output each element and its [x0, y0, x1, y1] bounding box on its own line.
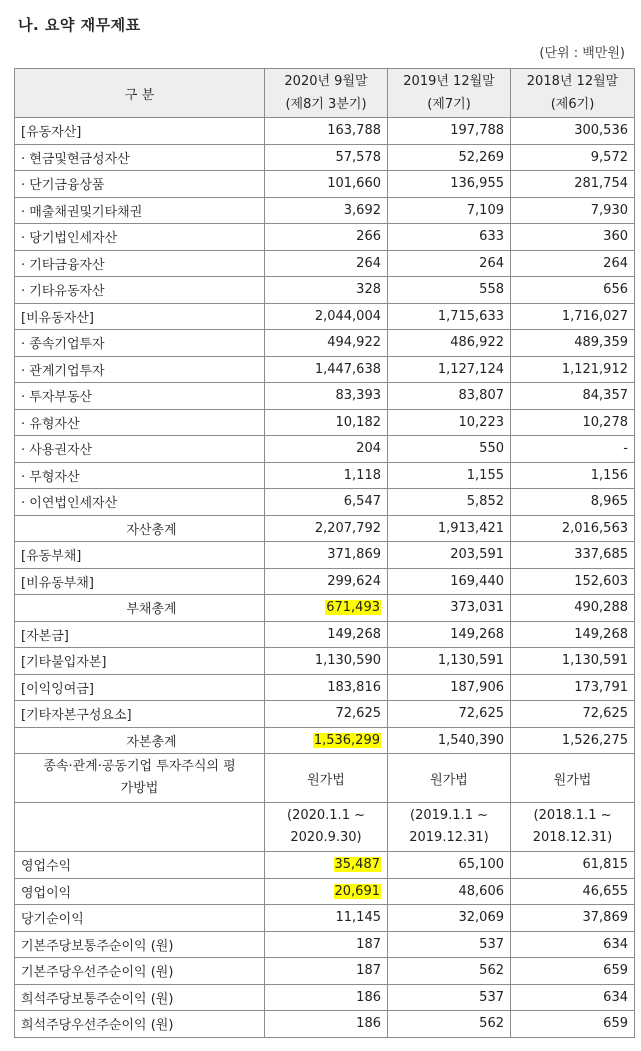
- table-row: [15, 409, 635, 436]
- row-value: 300,536: [511, 118, 635, 145]
- row-value: 1,121,912: [511, 356, 635, 383]
- row-value: 187,906: [388, 674, 511, 701]
- row-label: 희석주당보통주순이익 (원): [15, 984, 265, 1011]
- row-value: 3,692: [265, 197, 388, 224]
- row-value: 9,572: [511, 144, 635, 171]
- row-value: 633: [388, 224, 511, 251]
- row-value: 187: [265, 931, 388, 958]
- header-col: 2020년 9월말 (제8기 3분기): [265, 69, 388, 118]
- row-label: 희석주당우선주순이익 (원): [15, 1011, 265, 1038]
- row-value: 32,069: [388, 905, 511, 932]
- row-value: 1,540,390: [388, 727, 511, 754]
- row-label: 부채총계: [15, 595, 265, 622]
- row-value: 264: [388, 250, 511, 277]
- period-row: [15, 803, 635, 852]
- row-label: · 투자부동산: [15, 383, 265, 410]
- table-row: [15, 436, 635, 463]
- table-row: [15, 515, 635, 542]
- table-row: [15, 383, 635, 410]
- row-value: 152,603: [511, 568, 635, 595]
- row-value: 72,625: [388, 701, 511, 728]
- row-value: 197,788: [388, 118, 511, 145]
- row-value: 203,591: [388, 542, 511, 569]
- row-value: 494,922: [265, 330, 388, 357]
- period-value: (2019.1.1 ~ 2019.12.31): [388, 803, 511, 852]
- row-value: 7,930: [511, 197, 635, 224]
- row-value: 83,807: [388, 383, 511, 410]
- table-row: [15, 595, 635, 622]
- row-value: 486,922: [388, 330, 511, 357]
- row-value: 72,625: [511, 701, 635, 728]
- row-label: · 관계기업투자: [15, 356, 265, 383]
- row-value: 550: [388, 436, 511, 463]
- row-label: · 기타유동자산: [15, 277, 265, 304]
- row-value: 264: [265, 250, 388, 277]
- table-row: [15, 727, 635, 754]
- row-label: · 유형자산: [15, 409, 265, 436]
- row-label: · 당기법인세자산: [15, 224, 265, 251]
- method-row: [15, 754, 635, 803]
- row-value: 6,547: [265, 489, 388, 516]
- row-value: 562: [388, 958, 511, 985]
- row-value: 149,268: [265, 621, 388, 648]
- period-value: (2018.1.1 ~ 2018.12.31): [511, 803, 635, 852]
- row-value: 149,268: [388, 621, 511, 648]
- method-value: 원가법: [265, 754, 388, 803]
- row-label: 영업수익: [15, 852, 265, 879]
- table-row: [15, 701, 635, 728]
- row-label: [유동부채]: [15, 542, 265, 569]
- table-row: [15, 118, 635, 145]
- table-row: [15, 197, 635, 224]
- row-value: 2,016,563: [511, 515, 635, 542]
- row-value: 149,268: [511, 621, 635, 648]
- row-value: 10,223: [388, 409, 511, 436]
- row-value: 169,440: [388, 568, 511, 595]
- row-value: 173,791: [511, 674, 635, 701]
- table-row: [15, 984, 635, 1011]
- header-col: 2018년 12월말 (제6기): [511, 69, 635, 118]
- table-row: [15, 171, 635, 198]
- row-label: 자본총계: [15, 727, 265, 754]
- row-value: 558: [388, 277, 511, 304]
- row-value: 183,816: [265, 674, 388, 701]
- row-label: 영업이익: [15, 878, 265, 905]
- row-label: [기타자본구성요소]: [15, 701, 265, 728]
- table-header-row: [15, 69, 635, 118]
- table-row: [15, 931, 635, 958]
- table-row: [15, 905, 635, 932]
- row-label: · 이연법인세자산: [15, 489, 265, 516]
- table-row: [15, 674, 635, 701]
- row-value: 1,118: [265, 462, 388, 489]
- highlighted-value: 20,691: [334, 883, 380, 899]
- table-row: [15, 356, 635, 383]
- row-value: 8,965: [511, 489, 635, 516]
- row-value: 659: [511, 958, 635, 985]
- row-value: 266: [265, 224, 388, 251]
- row-value: 360: [511, 224, 635, 251]
- row-value: 634: [511, 931, 635, 958]
- row-value: 37,869: [511, 905, 635, 932]
- row-value: 187: [265, 958, 388, 985]
- row-value: 46,655: [511, 878, 635, 905]
- row-value: 562: [388, 1011, 511, 1038]
- row-label: 자산총계: [15, 515, 265, 542]
- row-value: 186: [265, 984, 388, 1011]
- row-value: 2,207,792: [265, 515, 388, 542]
- row-label: · 종속기업투자: [15, 330, 265, 357]
- row-value: 489,359: [511, 330, 635, 357]
- row-label: · 현금및현금성자산: [15, 144, 265, 171]
- row-value: 1,127,124: [388, 356, 511, 383]
- period-label-empty: [15, 803, 265, 852]
- table-row: [15, 250, 635, 277]
- row-value: 373,031: [388, 595, 511, 622]
- row-label: [기타불입자본]: [15, 648, 265, 675]
- row-label: 당기순이익: [15, 905, 265, 932]
- row-value: 1,130,591: [511, 648, 635, 675]
- row-value: 1,156: [511, 462, 635, 489]
- row-label: [비유동부채]: [15, 568, 265, 595]
- table-row: [15, 1011, 635, 1038]
- table-row: [15, 303, 635, 330]
- row-value: 299,624: [265, 568, 388, 595]
- row-value: 136,955: [388, 171, 511, 198]
- row-label: · 기타금융자산: [15, 250, 265, 277]
- row-value: 537: [388, 984, 511, 1011]
- table-row: [15, 568, 635, 595]
- table-row: [15, 542, 635, 569]
- financial-summary-table: [14, 68, 635, 1038]
- row-value: 264: [511, 250, 635, 277]
- row-value: 48,606: [388, 878, 511, 905]
- row-value: [265, 727, 388, 754]
- table-row: [15, 144, 635, 171]
- row-value: 1,913,421: [388, 515, 511, 542]
- row-label: · 사용권자산: [15, 436, 265, 463]
- row-value: 83,393: [265, 383, 388, 410]
- table-row: [15, 462, 635, 489]
- row-label: [비유동자산]: [15, 303, 265, 330]
- row-value: 537: [388, 931, 511, 958]
- row-value: 328: [265, 277, 388, 304]
- table-row: [15, 330, 635, 357]
- unit-label: (단위 : 백만원): [539, 46, 625, 61]
- method-value: 원가법: [388, 754, 511, 803]
- row-value: 84,357: [511, 383, 635, 410]
- highlighted-value: 1,536,299: [313, 732, 380, 748]
- row-label: 기본주당우선주순이익 (원): [15, 958, 265, 985]
- row-value: 2,044,004: [265, 303, 388, 330]
- table-row: [15, 224, 635, 251]
- row-value: [265, 595, 388, 622]
- header-label: 구 분: [15, 69, 265, 118]
- row-value: 1,715,633: [388, 303, 511, 330]
- row-value: 337,685: [511, 542, 635, 569]
- table-row: [15, 277, 635, 304]
- row-value: 371,869: [265, 542, 388, 569]
- method-value: 원가법: [511, 754, 635, 803]
- method-label: 종속·관계·공동기업 투자주식의 평 가방법: [15, 754, 265, 803]
- table-row: [15, 852, 635, 879]
- row-value: 659: [511, 1011, 635, 1038]
- row-value: 186: [265, 1011, 388, 1038]
- row-value: 1,716,027: [511, 303, 635, 330]
- table-row: [15, 489, 635, 516]
- row-label: [자본금]: [15, 621, 265, 648]
- row-value: 65,100: [388, 852, 511, 879]
- row-label: [이익잉여금]: [15, 674, 265, 701]
- table-row: [15, 648, 635, 675]
- row-value: 52,269: [388, 144, 511, 171]
- highlighted-value: 671,493: [326, 600, 380, 616]
- row-value: 656: [511, 277, 635, 304]
- section-title: 나. 요약 재무제표: [18, 16, 141, 34]
- row-value: 1,447,638: [265, 356, 388, 383]
- row-value: 101,660: [265, 171, 388, 198]
- row-value: -: [511, 436, 635, 463]
- row-value: 1,130,591: [388, 648, 511, 675]
- row-label: · 단기금융상품: [15, 171, 265, 198]
- row-value: 281,754: [511, 171, 635, 198]
- row-label: 기본주당보통주순이익 (원): [15, 931, 265, 958]
- row-value: 10,182: [265, 409, 388, 436]
- row-value: [265, 852, 388, 879]
- row-value: 5,852: [388, 489, 511, 516]
- header-col: 2019년 12월말 (제7기): [388, 69, 511, 118]
- row-value: 634: [511, 984, 635, 1011]
- row-value: 61,815: [511, 852, 635, 879]
- row-value: [265, 878, 388, 905]
- row-value: 1,526,275: [511, 727, 635, 754]
- row-value: 163,788: [265, 118, 388, 145]
- row-value: 72,625: [265, 701, 388, 728]
- row-value: 1,130,590: [265, 648, 388, 675]
- table-row: [15, 878, 635, 905]
- row-value: 10,278: [511, 409, 635, 436]
- row-value: 204: [265, 436, 388, 463]
- row-value: 57,578: [265, 144, 388, 171]
- row-value: 1,155: [388, 462, 511, 489]
- highlighted-value: 35,487: [334, 857, 380, 873]
- period-value: (2020.1.1 ~ 2020.9.30): [265, 803, 388, 852]
- row-value: 490,288: [511, 595, 635, 622]
- row-value: 11,145: [265, 905, 388, 932]
- row-label: · 매출채권및기타채권: [15, 197, 265, 224]
- table-row: [15, 958, 635, 985]
- row-label: [유동자산]: [15, 118, 265, 145]
- table-row: [15, 621, 635, 648]
- row-label: · 무형자산: [15, 462, 265, 489]
- row-value: 7,109: [388, 197, 511, 224]
